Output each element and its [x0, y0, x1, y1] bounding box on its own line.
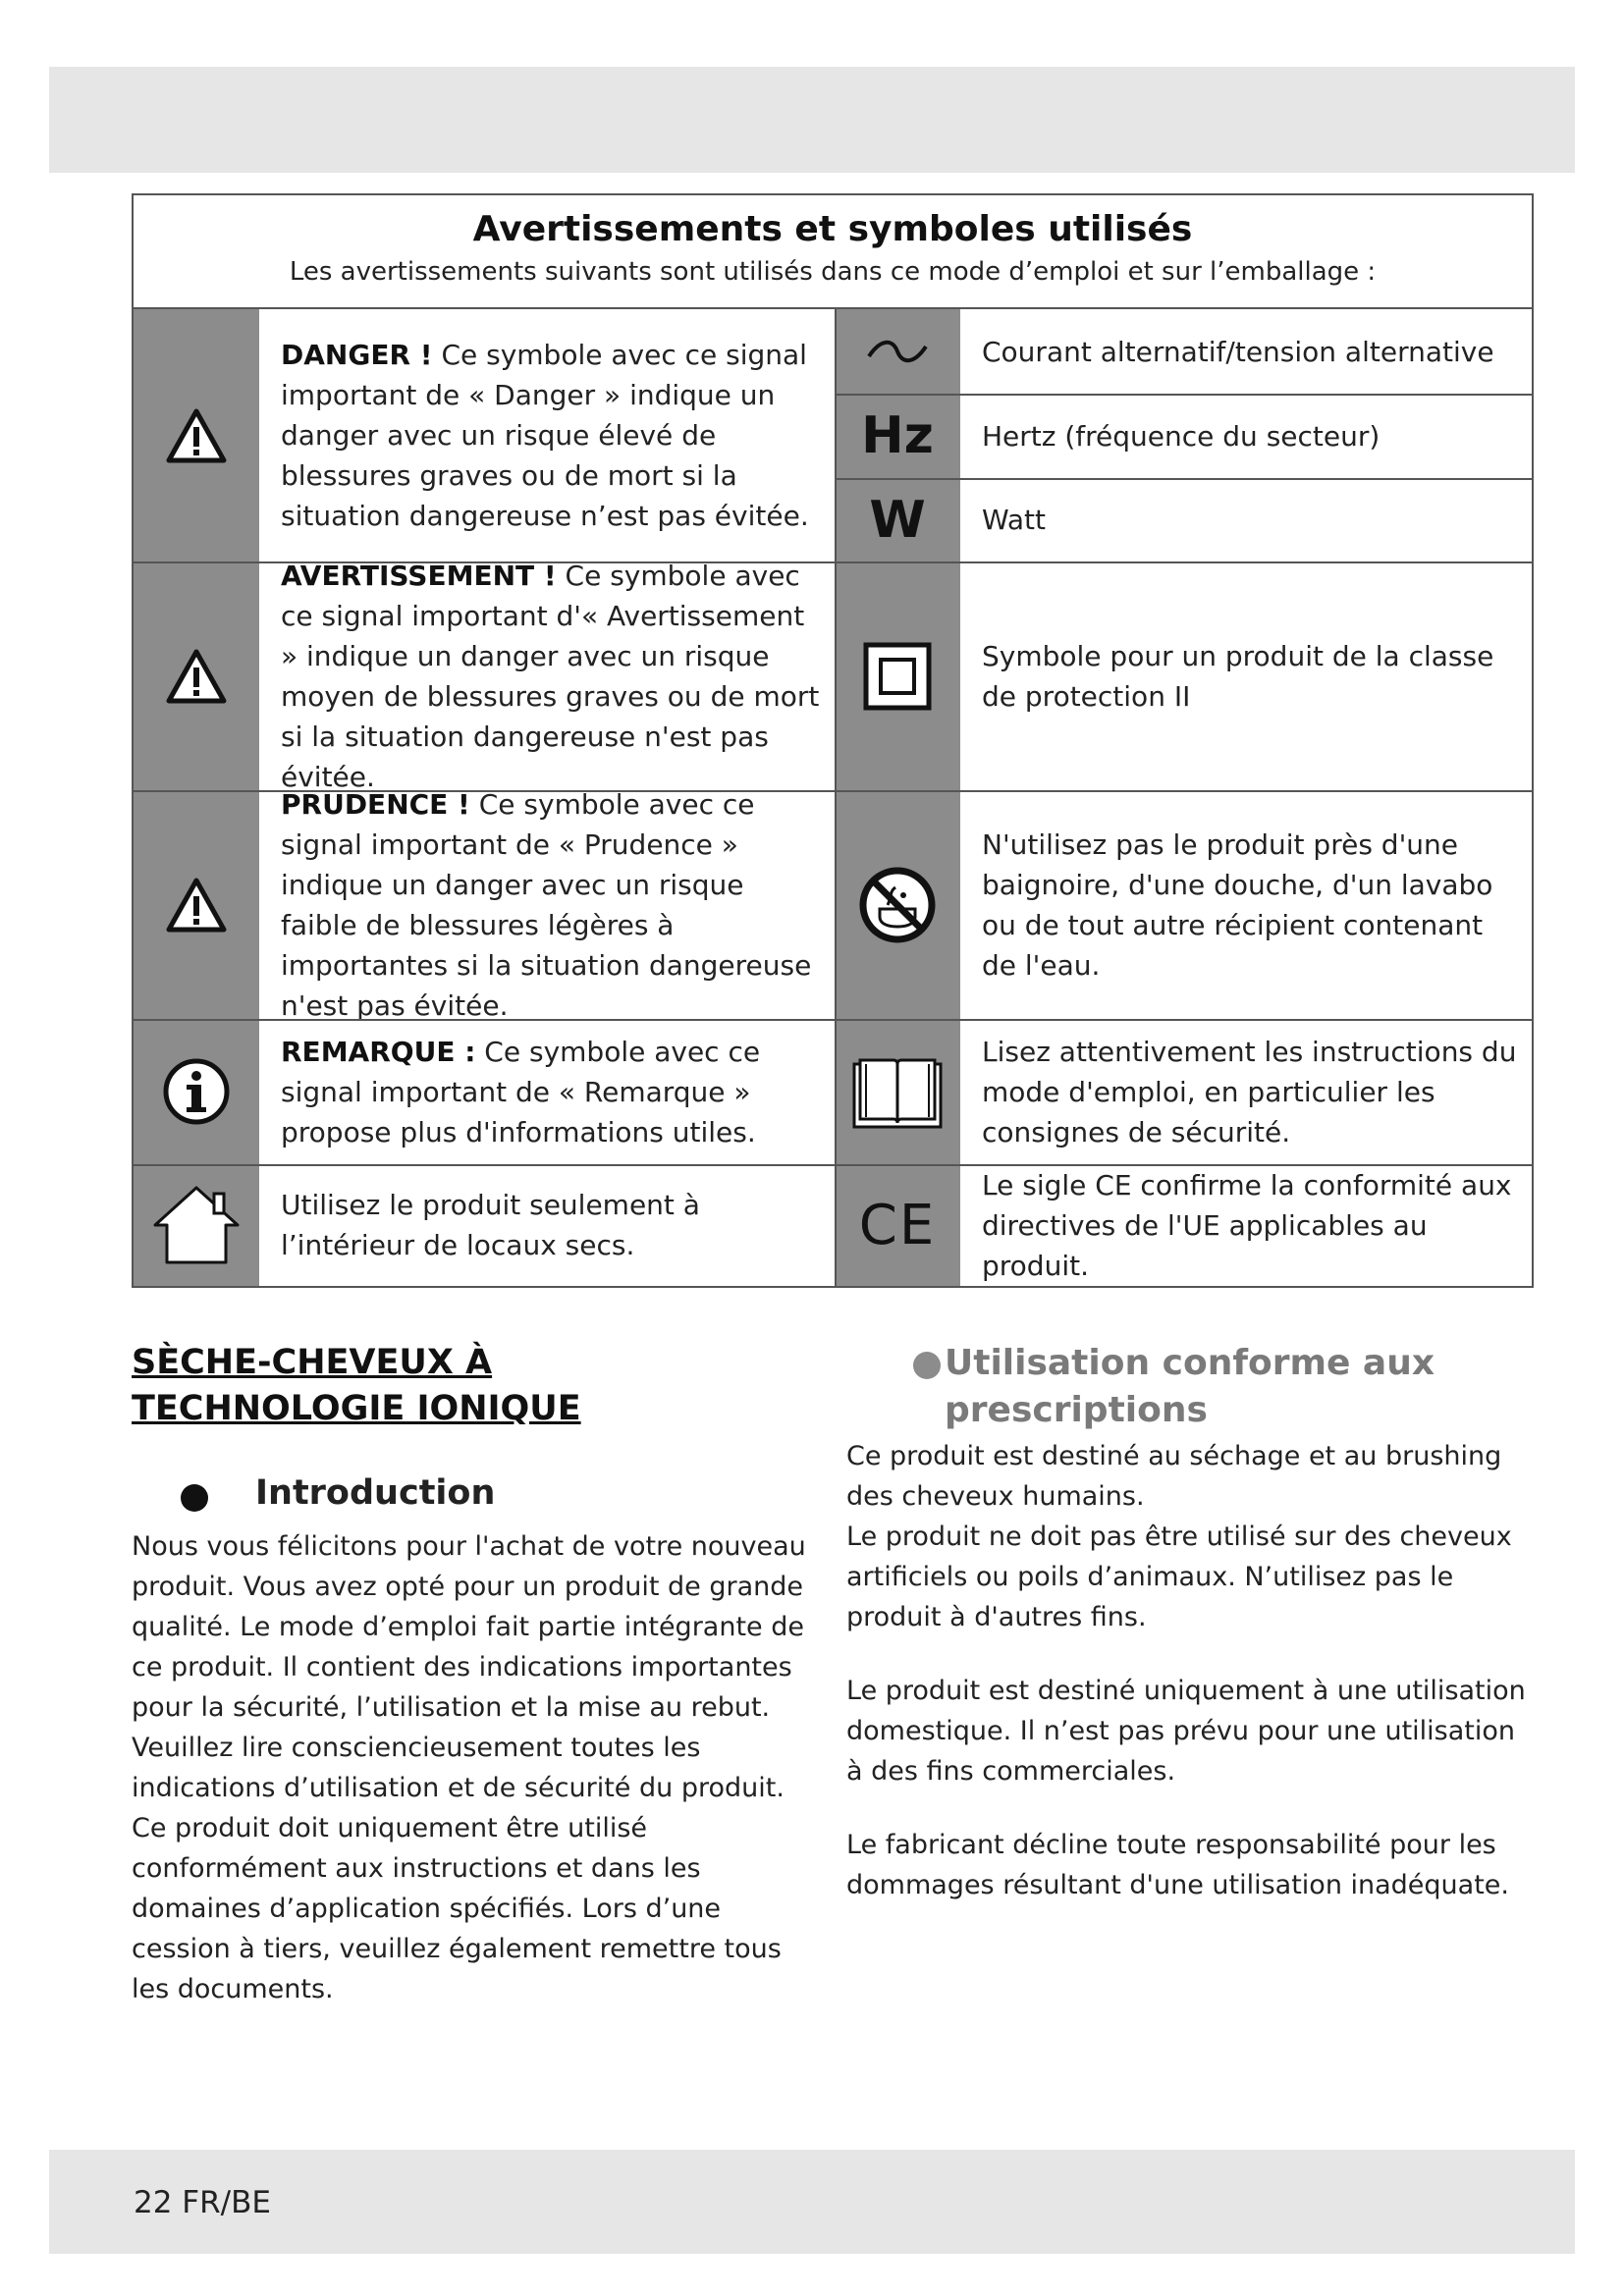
warnings-table — [132, 193, 1534, 1288]
watt-description: Watt — [982, 504, 1047, 536]
intended-use-heading-text: Utilisation conforme aux prescriptions — [945, 1343, 1435, 1430]
manual-text — [960, 1019, 1532, 1164]
row-divider — [134, 561, 835, 563]
header-band — [49, 67, 1575, 173]
row-divider — [835, 478, 1532, 480]
warning-triangle-icon — [165, 407, 228, 464]
class2-text — [960, 561, 1532, 790]
intended-use-heading — [846, 1340, 1534, 1434]
remarque-icon-cell — [134, 1019, 259, 1164]
hz-icon-cell — [835, 394, 960, 478]
no-water-icon — [858, 866, 937, 944]
hz-text — [960, 394, 1532, 478]
prudence-text — [259, 787, 835, 1022]
hz-description: Hertz (fréquence du secteur) — [982, 419, 1380, 453]
no-water-text — [960, 790, 1532, 1019]
prudence-keyword: PRUDENCE ! — [281, 787, 470, 821]
row-divider — [835, 1019, 1532, 1021]
indoor-description: Utilisez le produit seulement à l’intérieur de locaux secs. — [281, 1189, 700, 1261]
remarque-text — [259, 1019, 835, 1164]
row-divider — [835, 1164, 1532, 1166]
watt-text — [960, 478, 1532, 561]
watt-icon-cell — [835, 478, 960, 561]
row-divider — [134, 1164, 835, 1166]
danger-icon-cell — [134, 309, 259, 561]
warning-triangle-icon — [165, 648, 228, 705]
class2-description: Symbole pour un produit de la classe de protection II — [982, 639, 1494, 713]
table-title: Avertissements et symboles utilisés — [472, 209, 1193, 249]
indoor-text — [259, 1164, 835, 1286]
left-column — [132, 1340, 819, 2009]
table-subtitle: Les avertissements suivants sont utilisés dans ce mode d’emploi et sur l’emballage : — [289, 257, 1377, 287]
prudence-description: Ce symbole avec ce signal important de « Prudence » indique un danger avec un risque faible de blessures légères à importantes si la situation dangereuse n'est pas évitée. — [281, 787, 812, 1022]
ce-icon-cell — [835, 1164, 960, 1286]
remarque-keyword: REMARQUE : — [281, 1035, 476, 1068]
introduction-heading-text: Introduction — [255, 1473, 496, 1513]
row-divider — [835, 790, 1532, 792]
intended-use-paragraph: Le produit est destiné uniquement à une utilisation domestique. Il n’est pas prévu pour une utilisation à des fins commerciales. — [846, 1676, 1526, 1787]
hertz-icon: Hz — [861, 406, 934, 465]
watt-icon: W — [869, 490, 926, 550]
right-column — [846, 1340, 1534, 1905]
intended-use-paragraph: Ce produit est destiné au séchage et au brushing des cheveux humains. — [846, 1441, 1502, 1512]
info-icon — [162, 1057, 231, 1126]
page-number: 22 FR/BE — [134, 2185, 271, 2220]
bullet-icon — [913, 1352, 941, 1379]
introduction-body: Nous vous félicitons pour l'achat de votre nouveau produit. Vous avez opté pour un produit de grande qualité. Le mode d’emploi fait partie intégrante de ce produit. Il contient des indications importantes pour la sécurité, l’utilisation et la mise au rebut. Veuillez lire consciencieusement toutes les indications d’utilisation et de sécurité du produit. Ce produit doit uniquement être utilisé conformément aux instructions et dans les domaines d’application spécifiés. Lors d’une cession à tiers, veuillez également remettre tous les documents. — [132, 1531, 806, 2004]
danger-keyword: DANGER ! — [281, 339, 433, 371]
row-divider — [134, 790, 835, 792]
class2-icon-cell — [835, 561, 960, 790]
bullet-icon — [181, 1484, 208, 1512]
intended-use-paragraph: Le fabricant décline toute responsabilité pour les dommages résultant d'une utilisation inadéquate. — [846, 1830, 1509, 1900]
no-water-description: N'utilisez pas le produit près d'une baignoire, d'une douche, d'un lavabo ou de tout autre récipient contenant de l'eau. — [982, 828, 1493, 982]
row-divider — [134, 1019, 835, 1021]
footer-band — [49, 2150, 1575, 2254]
house-icon — [149, 1184, 244, 1266]
danger-text — [259, 309, 835, 561]
ce-text — [960, 1164, 1532, 1286]
ac-icon-cell — [835, 309, 960, 394]
table-header — [134, 195, 1532, 309]
read-manual-icon — [850, 1050, 945, 1133]
warning-triangle-icon — [165, 877, 228, 934]
manual-description: Lisez attentivement les instructions du mode d'emploi, en particulier les consignes de sécurité. — [982, 1035, 1517, 1148]
avertissement-text — [259, 559, 835, 793]
manual-icon-cell — [835, 1019, 960, 1164]
ce-mark-icon: CE — [858, 1193, 937, 1257]
row-divider — [835, 561, 1532, 563]
protection-class-ii-icon — [862, 641, 933, 712]
section-title: SÈCHE-CHEVEUX À TECHNOLOGIE IONIQUE — [132, 1343, 581, 1428]
prudence-icon-cell — [134, 790, 259, 1019]
ce-description: Le sigle CE confirme la conformité aux directives de l'UE applicables au produit. — [982, 1168, 1512, 1282]
avertissement-description: Ce symbole avec ce signal important d'« Avertissement » indique un danger avec un risque moyen de blessures graves ou de mort si la situation dangereuse n'est pas évitée. — [281, 559, 820, 793]
row-divider — [835, 394, 1532, 396]
danger-description: Ce symbole avec ce signal important de « Danger » indique un danger avec un risque élevé de blessures graves ou de mort si la situation dangereuse n’est pas évitée. — [281, 339, 809, 532]
ac-description: Courant alternatif/tension alternative — [982, 335, 1494, 368]
ac-text — [960, 309, 1532, 394]
warning-icon-cell — [134, 561, 259, 790]
column-divider — [835, 309, 837, 1286]
no-water-icon-cell — [835, 790, 960, 1019]
alternating-current-icon — [865, 337, 930, 366]
remarque-description: Ce symbole avec ce signal important de « Remarque » propose plus d'informations utiles. — [281, 1035, 761, 1148]
intended-use-paragraph: Le produit ne doit pas être utilisé sur des cheveux artificiels ou poils d’animaux. N’utilisez pas le produit à d'autres fins. — [846, 1522, 1512, 1632]
avertissement-keyword: AVERTISSEMENT ! — [281, 559, 557, 592]
introduction-heading — [132, 1473, 819, 1513]
indoor-icon-cell — [134, 1164, 259, 1286]
